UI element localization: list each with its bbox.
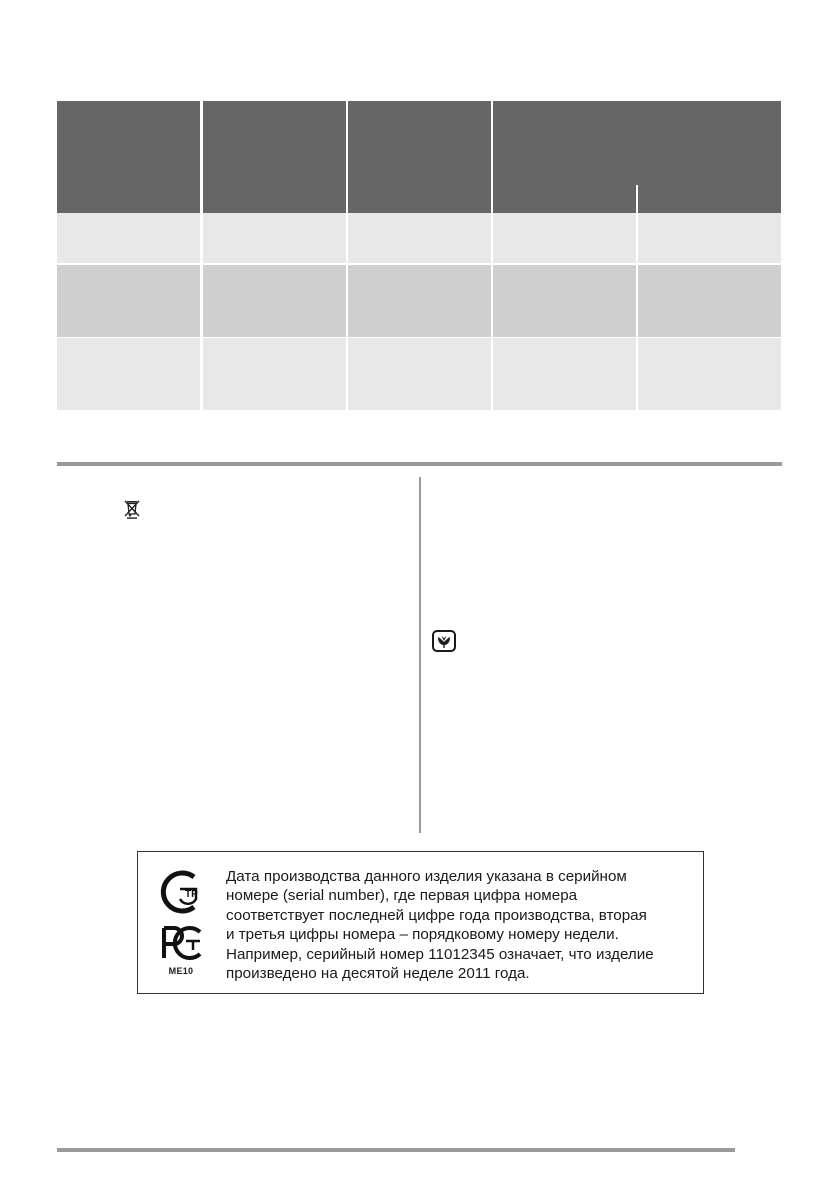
table-cell (57, 265, 200, 337)
note-line: Например, серийный номер 11012345 означает, что изделие (226, 945, 654, 963)
table-cell (203, 213, 346, 263)
table-cell (638, 338, 781, 410)
production-date-note (226, 867, 696, 983)
table-cell (348, 338, 491, 410)
gost-tr-certification-mark (156, 869, 208, 915)
section-divider (57, 462, 782, 466)
certification-box (137, 851, 704, 994)
note-line: и третья цифры номера – порядковому номеру недели. (226, 926, 619, 944)
note-line: Дата производства данного изделия указана в серийном (226, 868, 627, 885)
table-cell (203, 338, 346, 410)
column-divider (419, 477, 421, 833)
footer-divider (57, 1148, 735, 1152)
table-cell (638, 265, 781, 337)
table-cell (638, 213, 781, 263)
recycling-environment-icon (432, 630, 456, 652)
pct-certification-mark (156, 924, 208, 962)
specs-table (57, 101, 781, 410)
note-line: произведено на десятой неделе 2011 года. (226, 965, 530, 983)
table-cell (348, 265, 491, 337)
table-cell (203, 265, 346, 337)
table-cell (348, 213, 491, 263)
table-header-cell (57, 101, 200, 213)
crossed-out-wheelie-bin-icon (123, 499, 141, 519)
table-header-cell (348, 101, 491, 213)
table-row (57, 265, 781, 337)
table-cell (493, 338, 636, 410)
table-cell (493, 265, 636, 337)
table-cell (493, 213, 636, 263)
certification-code: ME10 (168, 966, 194, 976)
note-line: соответствует последней цифре года производства, вторая (226, 906, 647, 924)
note-line: номере (serial number), где первая цифра номера (226, 887, 578, 905)
table-header-cell (203, 101, 346, 213)
table-header-subdivider (636, 185, 638, 213)
table-cell (57, 338, 200, 410)
table-cell (57, 213, 200, 263)
table-row (57, 338, 781, 410)
table-row (57, 213, 781, 263)
svg-text:ТР: ТР (185, 889, 198, 900)
